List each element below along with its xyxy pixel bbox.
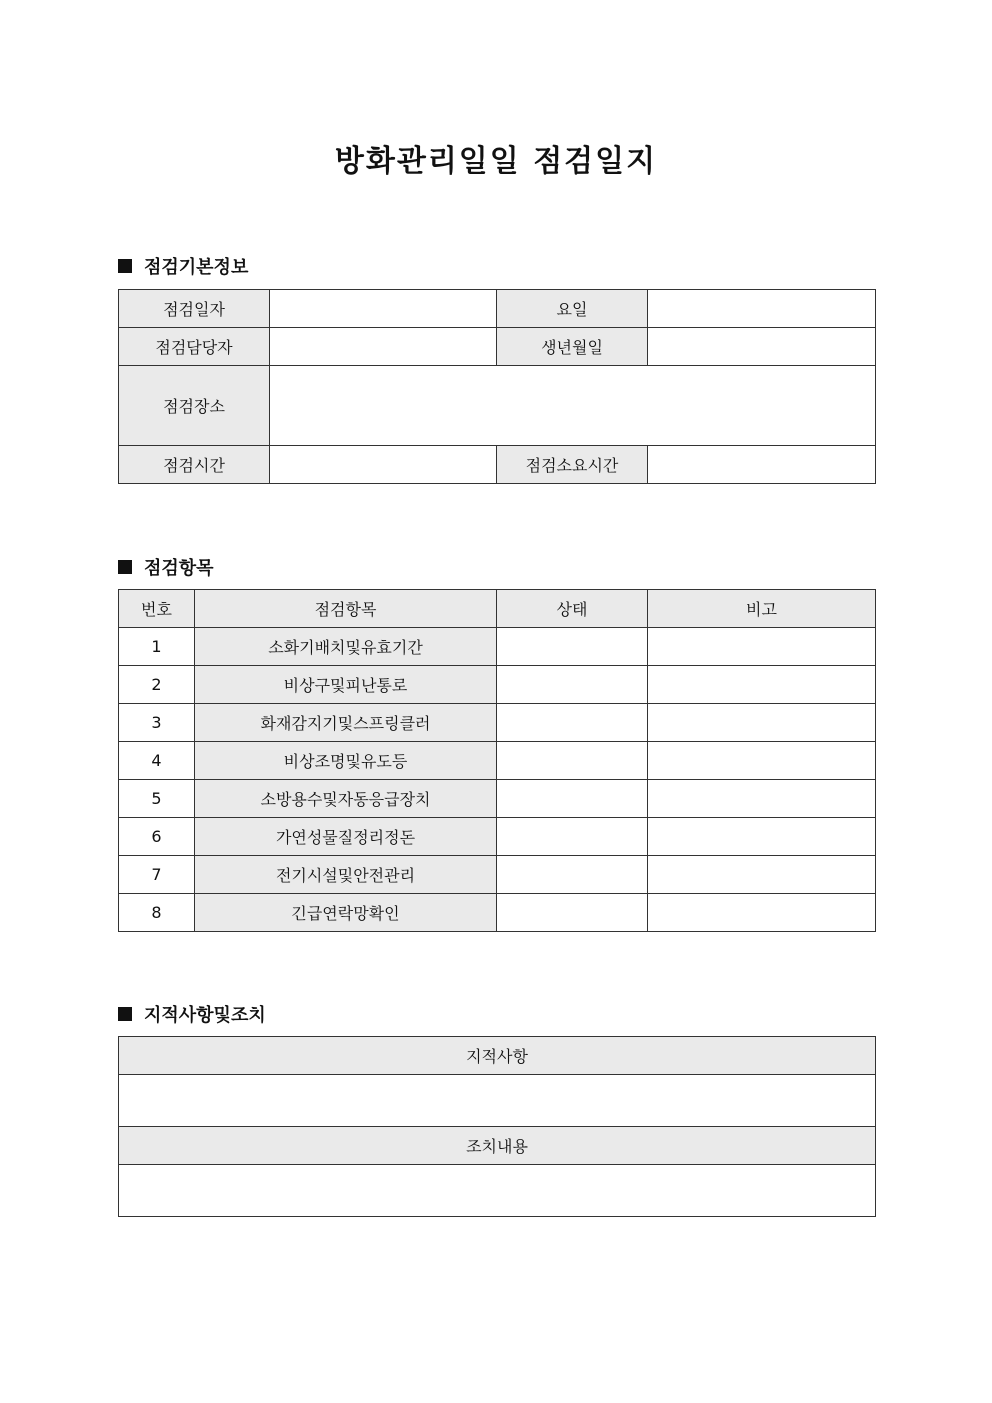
label-day-of-week: 요일 bbox=[497, 290, 648, 328]
row-number: 1 bbox=[119, 628, 195, 666]
table-row bbox=[119, 1165, 876, 1217]
table-row bbox=[119, 446, 876, 484]
square-bullet-icon bbox=[118, 1007, 132, 1021]
row-number: 2 bbox=[119, 666, 195, 704]
table-row bbox=[119, 666, 876, 704]
inspector-field[interactable] bbox=[270, 328, 497, 366]
row-status-field[interactable] bbox=[497, 856, 648, 894]
section-heading-items bbox=[118, 554, 214, 580]
label-location: 점검장소 bbox=[119, 366, 270, 446]
table-row bbox=[119, 1075, 876, 1127]
label-findings: 지적사항 bbox=[119, 1037, 876, 1075]
table-row bbox=[119, 328, 876, 366]
square-bullet-icon bbox=[118, 560, 132, 574]
inspection-items-table bbox=[118, 589, 876, 932]
table-row bbox=[119, 894, 876, 932]
duration-field[interactable] bbox=[648, 446, 876, 484]
table-row bbox=[119, 856, 876, 894]
section-heading-findings bbox=[118, 1001, 266, 1027]
table-row bbox=[119, 818, 876, 856]
row-number: 3 bbox=[119, 704, 195, 742]
row-item-name: 소화기배치및유효기간 bbox=[195, 628, 497, 666]
label-inspector: 점검담당자 bbox=[119, 328, 270, 366]
day-of-week-field[interactable] bbox=[648, 290, 876, 328]
row-note-field[interactable] bbox=[648, 666, 876, 704]
birthdate-field[interactable] bbox=[648, 328, 876, 366]
section-heading-label: 지적사항및조치 bbox=[144, 1005, 266, 1026]
findings-table bbox=[118, 1036, 876, 1217]
row-status-field[interactable] bbox=[497, 628, 648, 666]
label-action: 조치내용 bbox=[119, 1127, 876, 1165]
row-note-field[interactable] bbox=[648, 628, 876, 666]
row-status-field[interactable] bbox=[497, 818, 648, 856]
row-note-field[interactable] bbox=[648, 780, 876, 818]
section-heading-label: 점검항목 bbox=[144, 558, 214, 579]
row-status-field[interactable] bbox=[497, 780, 648, 818]
row-item-name: 화재감지기및스프링클러 bbox=[195, 704, 497, 742]
row-number: 4 bbox=[119, 742, 195, 780]
section-heading-label: 점검기본정보 bbox=[144, 257, 249, 278]
action-field[interactable] bbox=[119, 1165, 876, 1217]
row-number: 6 bbox=[119, 818, 195, 856]
table-row bbox=[119, 704, 876, 742]
row-status-field[interactable] bbox=[497, 894, 648, 932]
label-inspection-time: 점검시간 bbox=[119, 446, 270, 484]
column-header-no: 번호 bbox=[119, 590, 195, 628]
row-item-name: 전기시설및안전관리 bbox=[195, 856, 497, 894]
row-note-field[interactable] bbox=[648, 894, 876, 932]
row-item-name: 가연성물질정리정돈 bbox=[195, 818, 497, 856]
row-status-field[interactable] bbox=[497, 666, 648, 704]
row-item-name: 긴급연락망확인 bbox=[195, 894, 497, 932]
inspection-time-field[interactable] bbox=[270, 446, 497, 484]
row-status-field[interactable] bbox=[497, 704, 648, 742]
location-field[interactable] bbox=[270, 366, 876, 446]
row-number: 8 bbox=[119, 894, 195, 932]
row-note-field[interactable] bbox=[648, 704, 876, 742]
basic-info-table bbox=[118, 289, 876, 484]
row-status-field[interactable] bbox=[497, 742, 648, 780]
table-row bbox=[119, 742, 876, 780]
row-note-field[interactable] bbox=[648, 742, 876, 780]
table-header-row bbox=[119, 590, 876, 628]
row-item-name: 비상조명및유도등 bbox=[195, 742, 497, 780]
label-inspection-date: 점검일자 bbox=[119, 290, 270, 328]
column-header-item: 점검항목 bbox=[195, 590, 497, 628]
table-row bbox=[119, 628, 876, 666]
column-header-note: 비고 bbox=[648, 590, 876, 628]
row-note-field[interactable] bbox=[648, 818, 876, 856]
table-row bbox=[119, 366, 876, 446]
label-duration: 점검소요시간 bbox=[497, 446, 648, 484]
section-heading-basic-info bbox=[118, 253, 248, 279]
table-row bbox=[119, 780, 876, 818]
square-bullet-icon bbox=[118, 259, 132, 273]
table-row bbox=[119, 290, 876, 328]
column-header-status: 상태 bbox=[497, 590, 648, 628]
row-number: 5 bbox=[119, 780, 195, 818]
findings-field[interactable] bbox=[119, 1075, 876, 1127]
row-note-field[interactable] bbox=[648, 856, 876, 894]
row-number: 7 bbox=[119, 856, 195, 894]
table-row bbox=[119, 1127, 876, 1165]
inspection-date-field[interactable] bbox=[270, 290, 497, 328]
label-birthdate: 생년월일 bbox=[497, 328, 648, 366]
row-item-name: 소방용수및자동응급장치 bbox=[195, 780, 497, 818]
page-title: 방화관리일일 점검일지 bbox=[334, 144, 658, 179]
row-item-name: 비상구및피난통로 bbox=[195, 666, 497, 704]
table-row bbox=[119, 1037, 876, 1075]
